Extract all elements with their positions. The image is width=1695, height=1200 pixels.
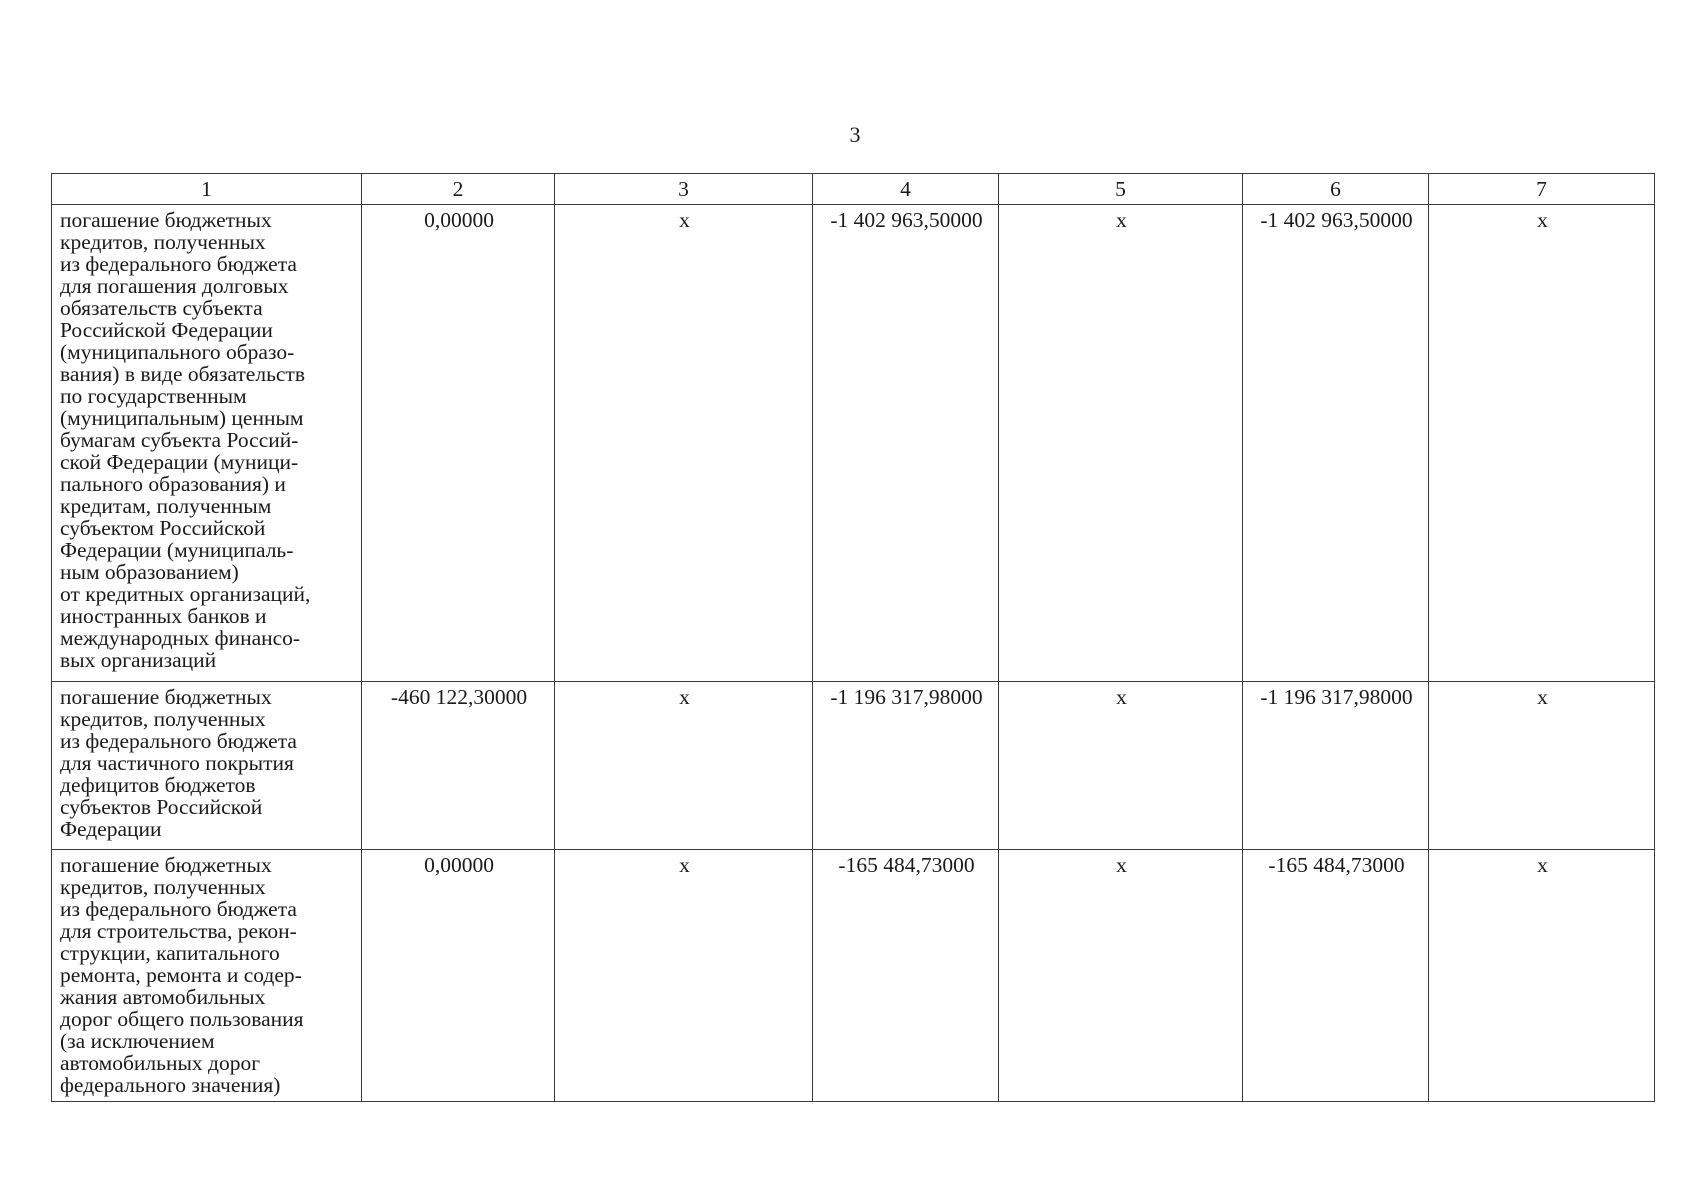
column-header: 5 [999, 174, 1243, 205]
description-line: из федерального бюджета [60, 897, 297, 921]
description-line: вых организаций [60, 648, 217, 672]
description-line: ской Федерации (муници- [60, 450, 299, 474]
description-line: Российской Федерации [60, 318, 273, 342]
row-description [52, 205, 362, 682]
column-header: 7 [1429, 174, 1655, 205]
description-line: по государственным [60, 384, 247, 408]
description-line: ным образованием) [60, 560, 239, 584]
description-line: погашение бюджетных [60, 685, 272, 709]
row-description [52, 682, 362, 850]
description-line: субъектов Российской [60, 795, 263, 819]
cell-col4: -165 484,73000 [813, 850, 999, 1102]
description-line: автомобильных дорог [60, 1051, 261, 1075]
column-header: 1 [52, 174, 362, 205]
cell-col5: x [999, 205, 1243, 682]
table-row [52, 850, 1655, 1102]
table-row [52, 205, 1655, 682]
description-line: пального образования) и [60, 472, 286, 496]
description-line: кредитов, полученных [60, 875, 266, 899]
description-line: вания) в виде обязательств [60, 362, 305, 386]
description-line: федерального значения) [60, 1073, 281, 1097]
description-line: из федерального бюджета [60, 252, 297, 276]
cell-col3: x [555, 205, 813, 682]
description-line: дорог общего пользования [60, 1007, 304, 1031]
table-row [52, 682, 1655, 850]
description-line: (муниципального образо- [60, 340, 295, 364]
description-line: от кредитных организаций, [60, 582, 311, 606]
description-line: кредитам, полученным [60, 494, 272, 518]
cell-col4: -1 402 963,50000 [813, 205, 999, 682]
cell-col7: x [1429, 682, 1655, 850]
cell-col5: x [999, 682, 1243, 850]
description-line: (за исключением [60, 1029, 215, 1053]
description-line: кредитов, полученных [60, 230, 266, 254]
cell-col6: -1 402 963,50000 [1243, 205, 1429, 682]
description-line: международных финансо- [60, 626, 301, 650]
cell-col3: x [555, 682, 813, 850]
description-line: погашение бюджетных [60, 208, 272, 232]
cell-col5: x [999, 850, 1243, 1102]
column-header: 4 [813, 174, 999, 205]
description-line: дефицитов бюджетов [60, 773, 256, 797]
description-line: из федерального бюджета [60, 729, 297, 753]
cell-col7: x [1429, 850, 1655, 1102]
description-line: Федерации [60, 817, 162, 841]
page-number: 3 [849, 122, 861, 147]
description-line: субъектом Российской [60, 516, 266, 540]
cell-col2: 0,00000 [362, 205, 555, 682]
description-line: ремонта, ремонта и содер- [60, 963, 302, 987]
budget-table [51, 173, 1655, 1102]
column-header: 3 [555, 174, 813, 205]
description-line: (муниципальным) ценным [60, 406, 304, 430]
cell-col2: 0,00000 [362, 850, 555, 1102]
description-line: для частичного покрытия [60, 751, 294, 775]
column-header-row [52, 174, 1655, 205]
cell-col2: -460 122,30000 [362, 682, 555, 850]
description-line: для погашения долговых [60, 274, 289, 298]
cell-col7: x [1429, 205, 1655, 682]
row-description [52, 850, 362, 1102]
description-line: иностранных банков и [60, 604, 267, 628]
description-line: бумагам субъекта Россий- [60, 428, 299, 452]
description-line: струкции, капитального [60, 941, 280, 965]
description-line: погашение бюджетных [60, 853, 272, 877]
cell-col6: -1 196 317,98000 [1243, 682, 1429, 850]
column-header: 2 [362, 174, 555, 205]
description-line: для строительства, рекон- [60, 919, 297, 943]
description-line: кредитов, полученных [60, 707, 266, 731]
cell-col4: -1 196 317,98000 [813, 682, 999, 850]
column-header: 6 [1243, 174, 1429, 205]
description-line: Федерации (муниципаль- [60, 538, 294, 562]
cell-col6: -165 484,73000 [1243, 850, 1429, 1102]
cell-col3: x [555, 850, 813, 1102]
description-line: жания автомобильных [60, 985, 266, 1009]
description-line: обязательств субъекта [60, 296, 263, 320]
